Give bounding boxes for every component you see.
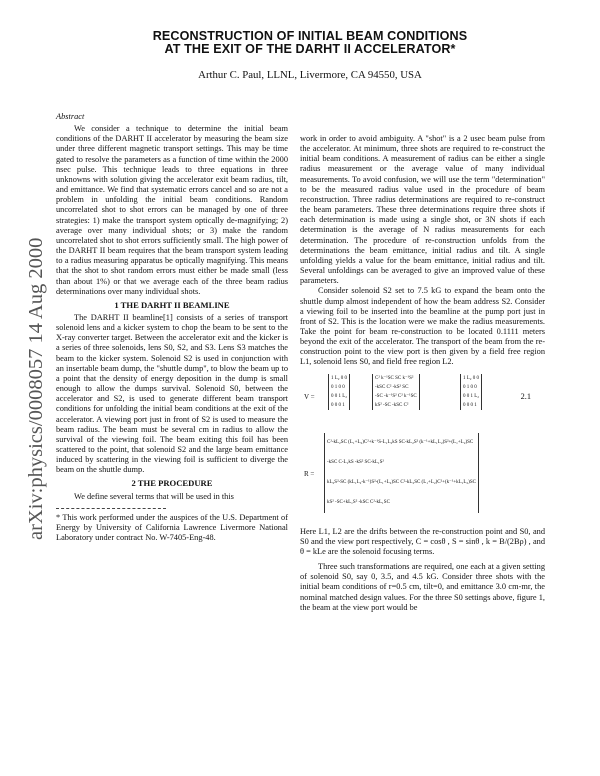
author-affiliation: Arthur C. Paul, LLNL, Livermore, CA 94550, USA [198,69,422,81]
section-1-text: The DARHT II beamline[1] consists of a series of transport solenoid lens and a kicker system to chop the beam to be sent to the X-ray converter target. Between the accelerator exit and the kicker is a series of three solenoids, lens S0, S2, and S3. Lens S3 matches the beam to the kicker system. Solenoid S2 is used in conjunction with an insertable beam dump, the "shuttle dump", to blow the beam up to a point that the density of energy deposition in the dump is small enough to allow the dumps survival. Solenoid S0, between the accelerator and S2, is used to generate different beam transport conditions for unfolding the initial beam conditions at the exit of the accelerator. A viewing port just in front of S2 is used to measure the beam radius. The beam must be several cm in radius to allow the survival of the viewing foil. The beam exiting this foil has been scattered to the point, that solenoid S2 and the large beam emittance induced by scattering in the viewing foil is sufficient to diverge the beam on the shuttle dump. [56,312,288,475]
arxiv-stamp [12,190,52,550]
footnote-separator [56,508,166,509]
arxiv-identifier: arXiv:physics/0008057 14 Aug 2000 [25,237,47,540]
title-line-1: RECONSTRUCTION OF INITIAL BEAM CONDITIONS [152,29,468,43]
abstract-text: We consider a technique to determine the initial beam conditions of the DARHT II accelerator by measuring the beam size under three different magnetic transport settings. This may be time gated to resolve the parameters as a function of time within the 2000 nsec pulse. This technique leads to three equations in three unknowns with solution giving the accelerator exit beam radius, tilt, and emittance. We find that systematic errors cancel and so are not a problem in unfolding the initial beam conditions. Random uncorrelated shot to shot errors can be managed by one of three strategies: 1) make the transport system optically de-magnifying; 2) average over many individual shots; or 3) make the random uncorrelated shot to shot errors sufficiently small. The high power of the DARHT II beam requires that the beam transport system leading to a radius measuring apparatus be optically magnifying. This means that the shot to shot random errors must either be made small (less than about 1%) or that we average each of the three beam radius determinations over many individual shots. [56,124,288,296]
paper-title [100,30,520,56]
section-2-text: We define several terms that will be used in this [74,491,234,501]
equation-lhs-v: V = [304,392,315,401]
matrix-solenoid: C² k⁻¹SC SC k⁻¹S² -kSC C² -kS² SC -SC -k⁻¹S² C² k⁻¹SC kS² -SC -kSC C² [372,374,420,410]
abstract-heading: Abstract [56,112,85,121]
matrix-drift-l2: 1 L₂ 0 0 0 1 0 0 0 0 1 L₂ 0 0 0 1 [328,374,350,410]
footnote: * This work performed under the auspices of the U.S. Department of Energy by University of California Lawrence Livermore National Laboratory under contract No. W-7405-Eng-48. [56,512,288,543]
section-2-heading: 2 THE PROCEDURE [131,478,213,489]
equation-lhs-r: R = [304,469,315,478]
right-column [300,134,545,613]
matrix-r: C²-kL₂SC (L₁+L₂)C²+k⁻¹S-L₁L₂kS SC-kL₂S² (k⁻¹+kL₁L₂)S²+(L₁+L₂)SC -kSC C-L₁kS -kS² SC-kL₁S² kL₂S²-SC (kL₁L₂-k⁻¹)S²-(L₁+L₂)SC C²-kL₂SC (L₁+L₂)C²+(k⁻¹+kL₁L₂)SC kS² -SC+kL₁S² -kSC C²-kL₁SC [324,433,479,513]
right-paragraph-3: Here L1, L2 are the drifts between the re-construction point and S0, and S0 and the view port respectively, C = cosθ , S = sinθ , k = B/(2Bρ) , and θ = kLe are the solenoid focusing terms. [300,526,545,556]
right-paragraph-4: Three such transformations are required, one each at a given setting of solenoid S0, say 0, 3.5, and 4.5 kG. Consider three shots with the initial beam conditions of r=0.5 cm, tilt=0, and emittance 3.0 cm-mr, the nominal matched design values. For the three S0 settings above, figure 1, the beam at the view port would be [300,562,545,612]
equation-number: 2.1 [520,391,531,401]
section-1-heading: 1 THE DARHT II BEAMLINE [114,299,230,310]
left-column [56,112,288,543]
matrix-drift-l1: 1 L₂ 0 0 0 1 0 0 0 0 1 L₂ 0 0 0 1 [460,374,482,410]
right-paragraph-1: work in order to avoid ambiguity. A "shot" is a 2 usec beam pulse from the accelerator. At minimum, three shots are required to re-construct the initial beam conditions. A measurement of radius can be either a single radius measurement or the average value of many individual measurements. To avoid confusion, we will use the term "determination" to be the measured radius value used in the procedure of beam reconstruction. Three radius determinations are required to re-construct the beam parameters. These three determinations require three shots if each determination is made using a single shot, or 3N shots if each determination is the average of N radius measurements for each determination. The procedure of re-construction unfolds from the determinations the beam emittance, initial radius and tilt. A single unfolding yields a value for the beam emittance, initial radius and tilt. Several unfoldings can be averaged to give an improved value of these parameters. [300,134,545,286]
title-line-2: AT THE EXIT OF THE DARHT II ACCELERATOR* [164,42,456,56]
equation-2-1 [300,372,545,428]
right-paragraph-2: Consider solenoid S2 set to 7.5 kG to expand the beam onto the shuttle dump almost independent of how the beam address S2. Consider a viewing foil to be inserted into the beamline at the pump port just in front of S2. This is the location were we make the radius measurements. Take the point for beam re-construction to be located 0.1111 meters beyond the exit of the accelerator. The transport of the beam from the re-construction point to the view port is then given by a field free region L1, solenoid lens S0, and field free region L2. [300,286,545,367]
equation-r-matrix [300,431,545,521]
